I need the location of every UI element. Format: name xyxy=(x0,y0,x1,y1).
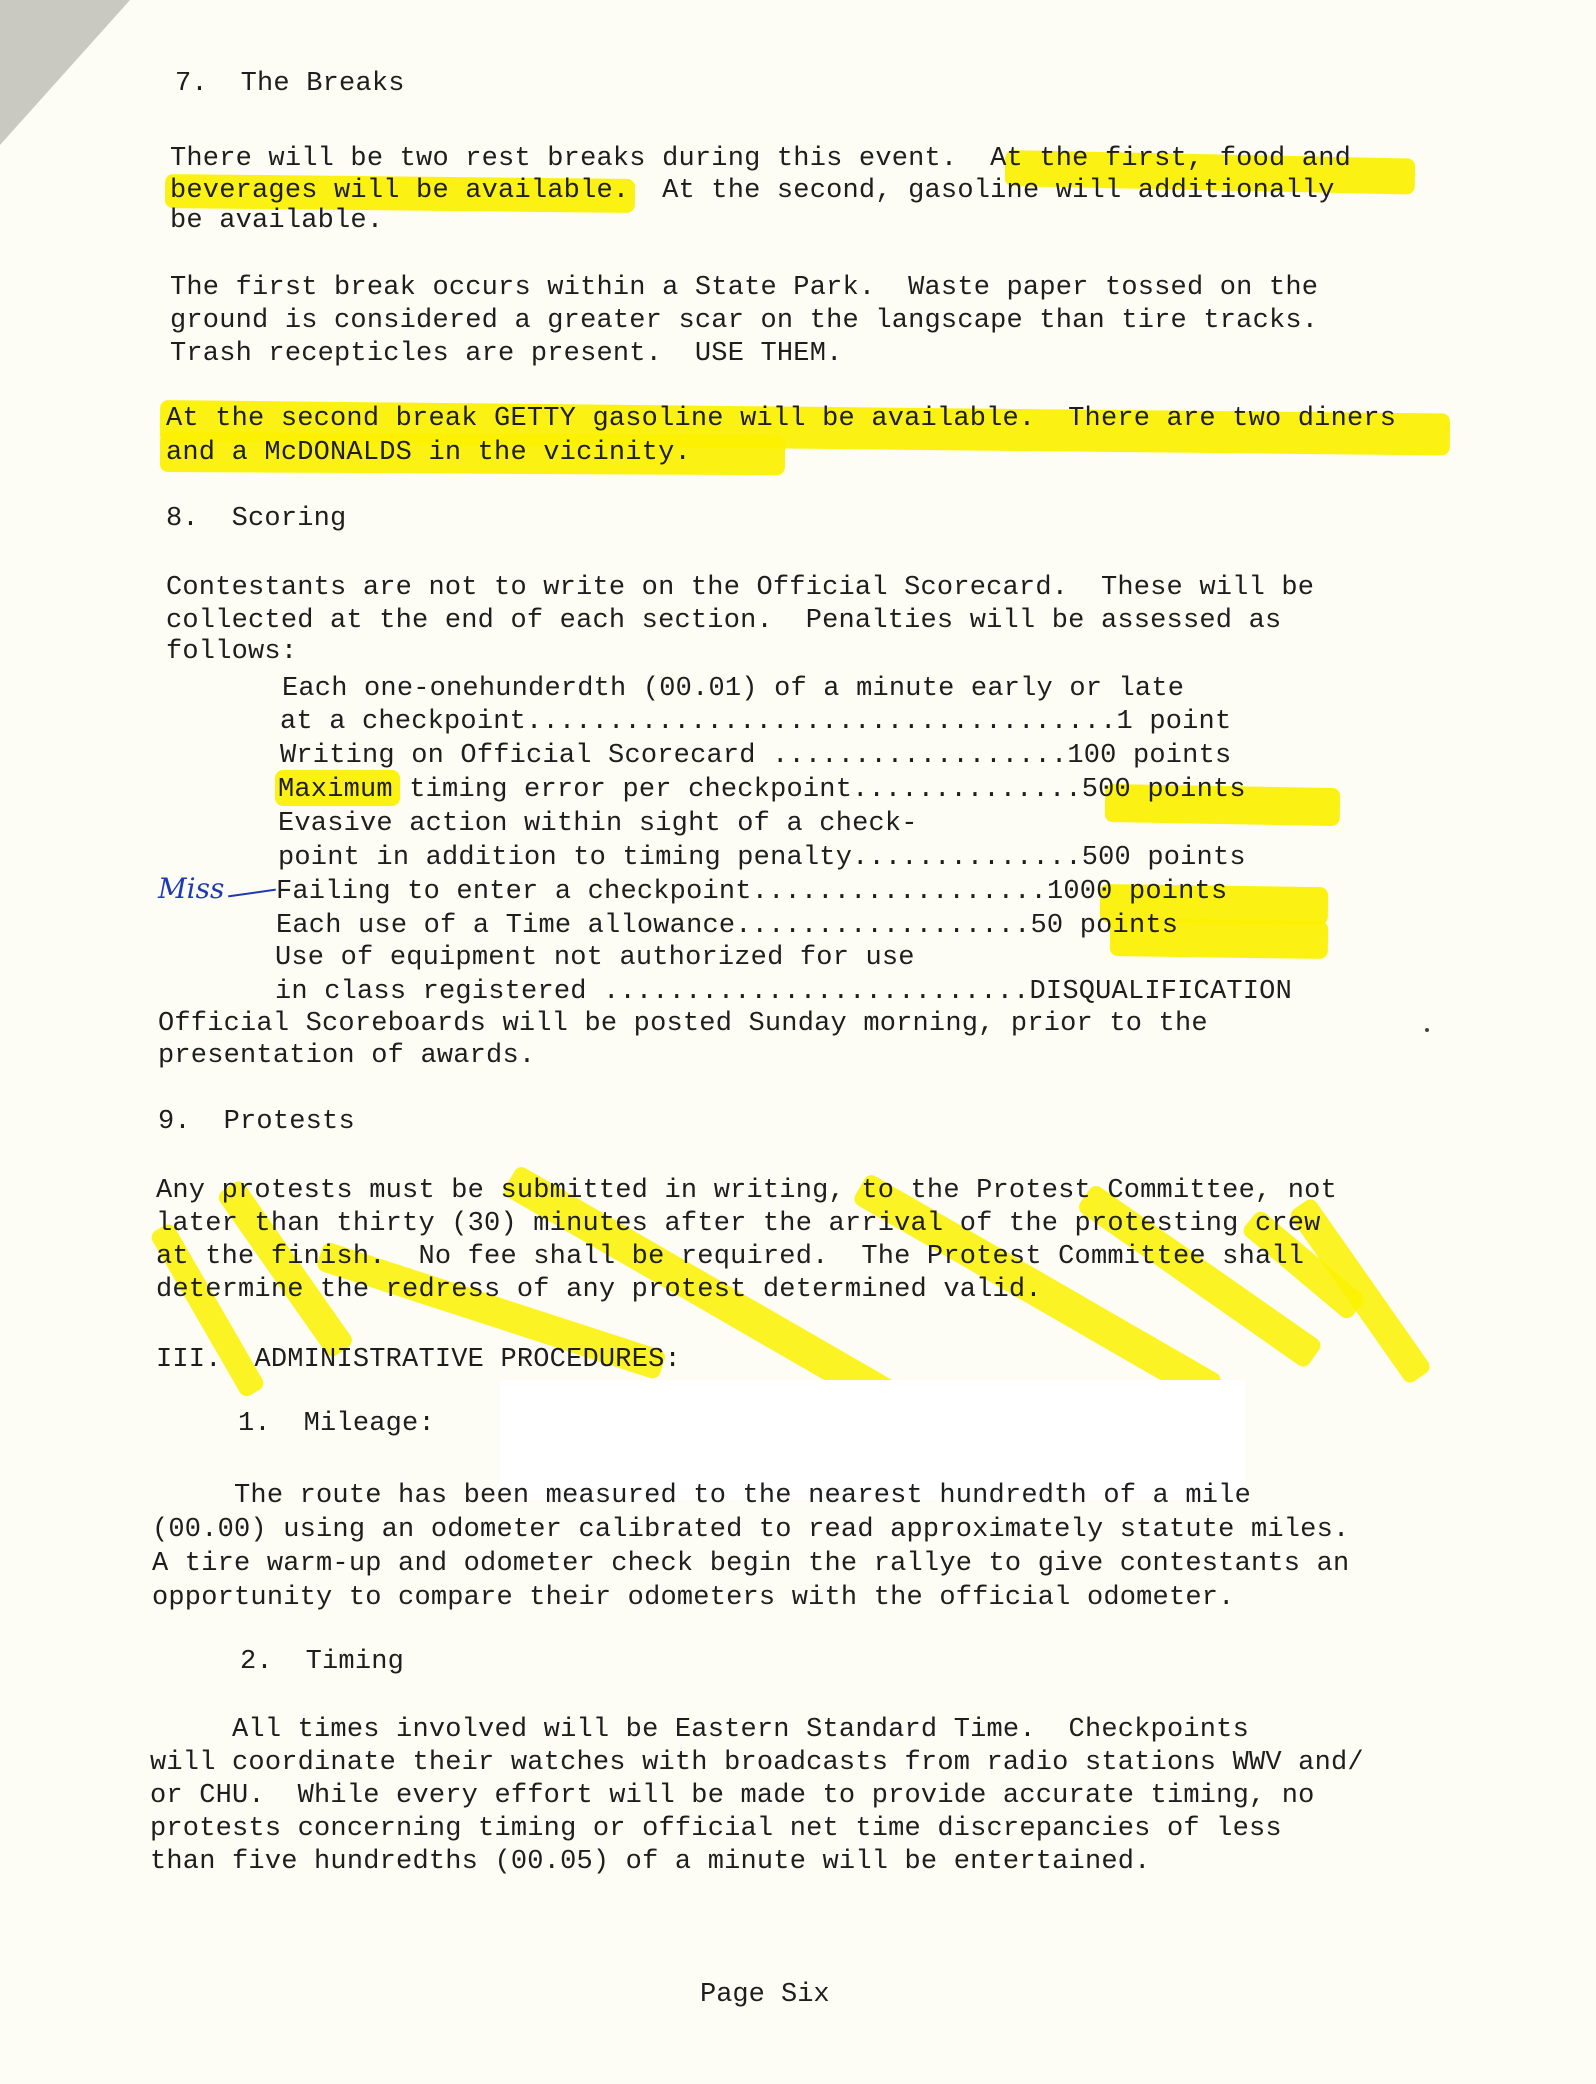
heading-number: 2. xyxy=(240,1647,273,1677)
leader-dots: .................. xyxy=(751,877,1047,907)
penalty-label: Each use of a Time allowance xyxy=(276,911,736,941)
breaks-para2-line3: Trash recepticles are present. USE THEM. xyxy=(170,339,843,369)
penalty-row xyxy=(275,942,915,974)
section-heading-scoring xyxy=(166,503,346,535)
heading-title: Timing xyxy=(305,1647,405,1677)
penalty-row xyxy=(280,706,1231,738)
leader-dots: .............. xyxy=(852,775,1082,805)
heading-number: 1. xyxy=(238,1409,271,1439)
heading-number: 9. xyxy=(158,1107,191,1137)
penalty-value: 500 points xyxy=(1081,843,1246,873)
subsection-heading-mileage xyxy=(238,1408,435,1440)
mileage-line1: The route has been measured to the nearest hundredth of a mile xyxy=(152,1481,1251,1511)
penalty-label: Use of equipment not authorized for use xyxy=(275,943,915,973)
timing-line1: All times involved will be Eastern Standard Time. Checkpoints xyxy=(150,1715,1249,1745)
penalty-row xyxy=(278,842,1246,874)
penalty-label: Evasive action within sight of a check- xyxy=(278,809,918,839)
penalty-row xyxy=(280,740,1231,772)
breaks-para1-line3 xyxy=(170,205,383,237)
protests-line4: determine the redress of any protest determined valid. xyxy=(156,1275,1042,1305)
penalty-label: Writing on Official Scorecard xyxy=(280,741,773,771)
timing-line2: will coordinate their watches with broadcasts from radio stations WWV and/ xyxy=(150,1748,1364,1778)
penalty-row xyxy=(278,774,1246,806)
protests-line1: Any protests must be submitted in writing, to the Protest Committee, not xyxy=(156,1176,1337,1206)
penalty-value: DISQUALIFICATION xyxy=(1029,977,1292,1007)
breaks-para3-line1: At the second break GETTY gasoline will be available. There are two diners xyxy=(166,404,1397,434)
heading-number: III. xyxy=(156,1345,222,1375)
mileage-line3: A tire warm-up and odometer check begin the rallye to give contestants an xyxy=(152,1549,1350,1579)
scoring-outro-line2: presentation of awards. xyxy=(158,1041,536,1071)
heading-title: ADMINISTRATIVE PROCEDURES: xyxy=(254,1345,681,1375)
scoring-intro-line3: follows: xyxy=(166,637,298,667)
penalty-value: 50 points xyxy=(1030,911,1179,941)
section-heading-protests xyxy=(158,1106,355,1138)
timing-line4: protests concerning timing or official net time discrepancies of less xyxy=(150,1814,1282,1844)
breaks-para2-line2: ground is considered a greater scar on the langscape than tire tracks. xyxy=(170,306,1319,336)
text-run: . At the second, gasoline will additionally xyxy=(612,176,1335,206)
heading-title: Protests xyxy=(223,1107,355,1137)
breaks-para2-line1: The first break occurs within a State Park. Waste paper tossed on the xyxy=(170,273,1319,303)
penalty-value: 500 points xyxy=(1081,775,1246,805)
timing-line5: than five hundredths (00.05) of a minute will be entertained. xyxy=(150,1847,1151,1877)
speck xyxy=(1425,1028,1429,1032)
breaks-para1-line1 xyxy=(170,143,1351,175)
penalty-row xyxy=(276,910,1178,942)
heading-title: Scoring xyxy=(231,504,347,534)
highlighted-text: Maximum xyxy=(278,775,393,805)
penalty-row xyxy=(276,876,1227,908)
timing-line3: or CHU. While every effort will be made to provide accurate timing, no xyxy=(150,1781,1315,1811)
leader-dots: .......................... xyxy=(603,977,1030,1007)
handwritten-pointer-line xyxy=(228,889,276,898)
handwritten-note: Miss xyxy=(158,872,225,905)
protests-line2: later than thirty (30) minutes after the arrival of the protesting crew xyxy=(156,1209,1321,1239)
heading-number: 8. xyxy=(166,504,199,534)
mileage-line4: opportunity to compare their odometers with the official odometer. xyxy=(152,1583,1235,1613)
highlighted-text: At the first, food and xyxy=(990,144,1351,174)
leader-dots: .................. xyxy=(735,911,1031,941)
penalty-value: 1000 points xyxy=(1046,877,1228,907)
protests-line3: at the finish. No fee shall be required. The Protest Committee shall xyxy=(156,1242,1305,1272)
subsection-heading-timing xyxy=(240,1646,404,1678)
heading-title: The Breaks xyxy=(240,69,405,99)
leader-dots: .............. xyxy=(852,843,1082,873)
leader-dots: .................. xyxy=(772,741,1068,771)
scoring-outro-line1: Official Scoreboards will be posted Sunday morning, prior to the xyxy=(158,1009,1208,1039)
page-number: Page Six xyxy=(700,1980,830,2010)
penalty-label: Each one-onehunderdth (00.01) of a minute early or late xyxy=(282,674,1185,704)
text-run: There will be two rest breaks during this event. xyxy=(170,144,991,174)
highlighted-text: beverages will be available xyxy=(170,176,613,206)
breaks-para3-line2: and a McDONALDS in the vicinity. xyxy=(166,438,691,468)
page-corner-fold xyxy=(0,0,130,145)
penalty-row xyxy=(282,673,1184,705)
section-heading-breaks xyxy=(175,68,405,100)
scoring-intro-line1: Contestants are not to write on the Official Scorecard. These will be xyxy=(166,573,1315,603)
heading-title: Mileage: xyxy=(303,1409,435,1439)
breaks-para1-line2 xyxy=(170,175,1335,207)
penalty-value: 100 points xyxy=(1067,741,1232,771)
text-run: be available. xyxy=(170,206,384,236)
scoring-intro-line2: collected at the end of each section. Penalties will be assessed as xyxy=(166,606,1282,636)
penalty-label: Failing to enter a checkpoint xyxy=(276,877,752,907)
section-heading-admin xyxy=(156,1344,681,1376)
penalty-label: at a checkpoint xyxy=(280,707,527,737)
penalty-label: in class registered xyxy=(275,977,604,1007)
penalty-row xyxy=(275,976,1292,1008)
penalty-value: 1 point xyxy=(1116,707,1232,737)
leader-dots: .................................... xyxy=(526,707,1117,737)
penalty-label: timing error per checkpoint xyxy=(392,775,853,805)
mileage-line2: (00.00) using an odometer calibrated to read approximately statute miles. xyxy=(152,1515,1350,1545)
penalty-row xyxy=(278,808,918,840)
heading-number: 7. xyxy=(175,69,208,99)
penalty-label: point in addition to timing penalty xyxy=(278,843,853,873)
